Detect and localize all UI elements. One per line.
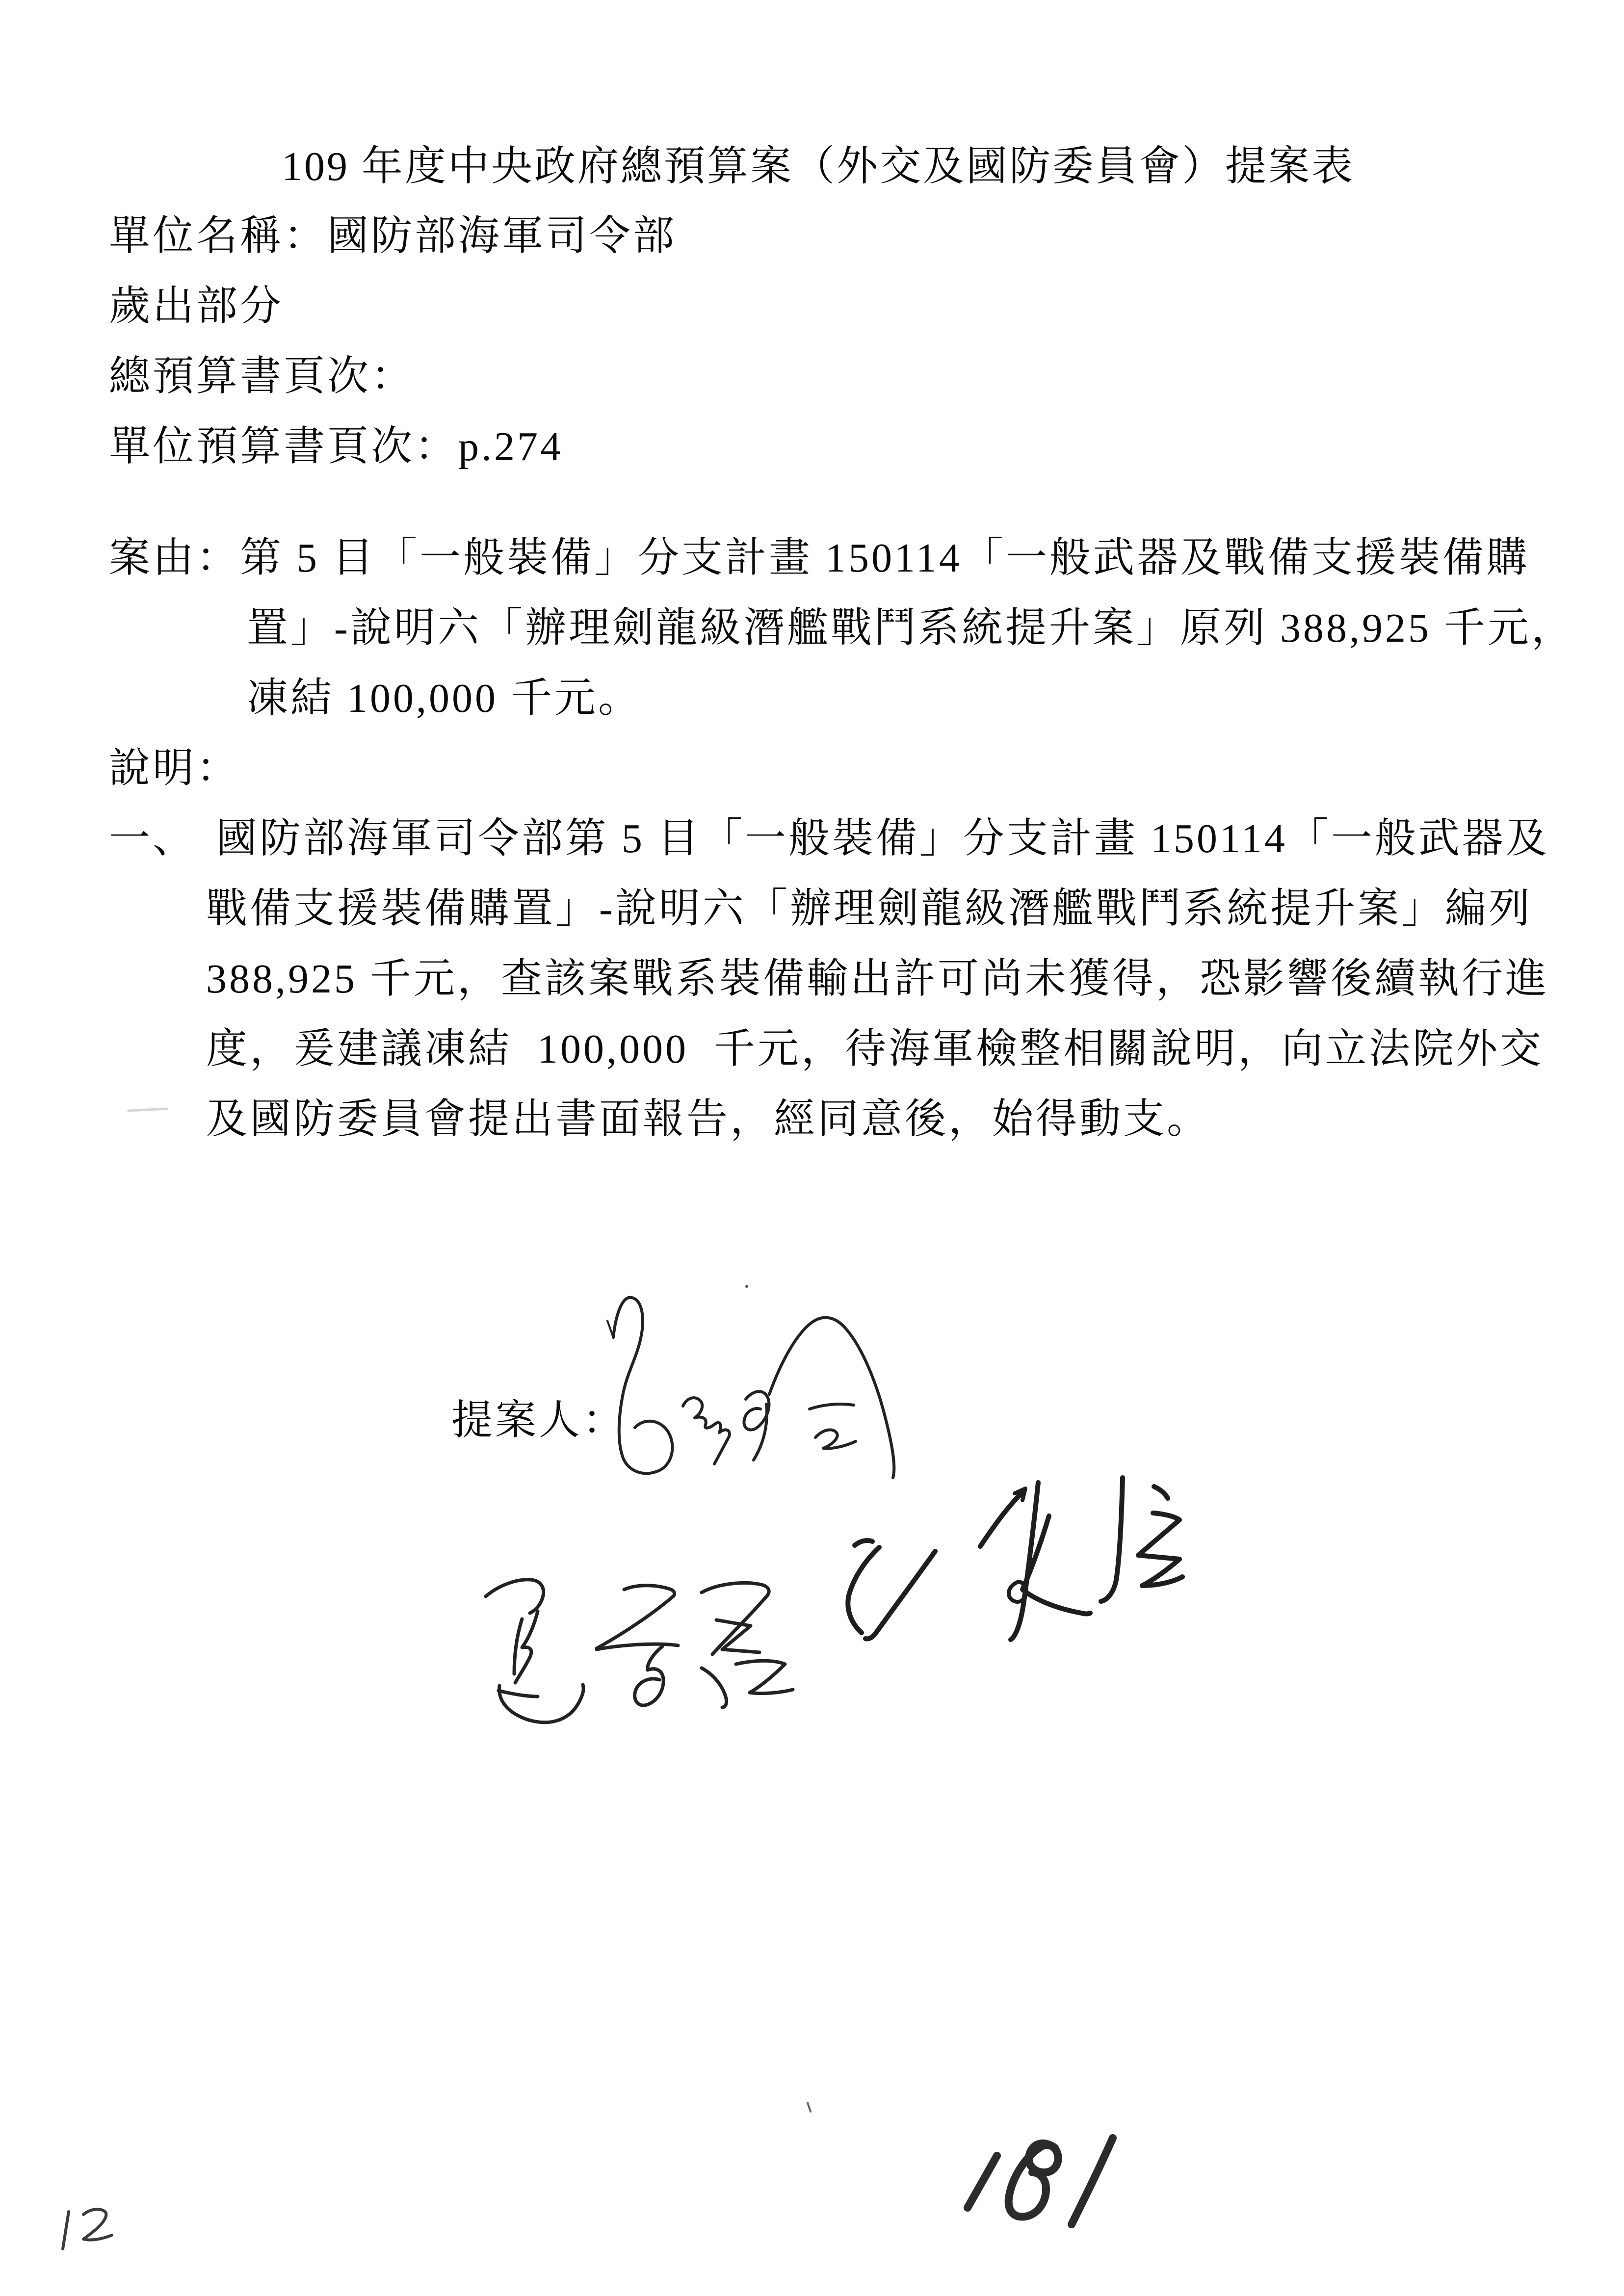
signature-stroke <box>810 1404 854 1409</box>
case-line-1: 案由：第 5 目「一般裝備」分支計畫 150114「一般武器及戰備支援裝備購 <box>109 535 1530 581</box>
digit-stroke <box>1072 2138 1113 2224</box>
signature-stroke <box>736 1661 793 1693</box>
signature-stroke <box>712 1595 767 1654</box>
signature-1 <box>607 1298 894 1478</box>
proposer-label: 提案人： <box>451 1398 627 1443</box>
unit-budget-page-line: 單位預算書頁次：p.274 <box>109 424 564 470</box>
document-title: 109 年度中央政府總預算案（外交及國防委員會）提案表 <box>282 144 1355 189</box>
signature-stroke <box>635 1646 664 1705</box>
scan-speck <box>808 2103 811 2112</box>
item-1-line-1: 國防部海軍司令部第 5 目「一般裝備」分支計畫 150114「一般武器及 <box>216 816 1549 861</box>
scan-speck <box>745 1285 748 1288</box>
signature-stroke <box>613 1298 672 1474</box>
signature-stroke <box>1154 1487 1168 1498</box>
signature-stroke <box>499 1685 584 1722</box>
item-1-line-4: 度，爰建議凍結 100,000 千元，待海軍檢整相關說明，向立法院外交 <box>206 1026 1544 1072</box>
explanation-label: 說明： <box>109 746 240 791</box>
signature-stroke <box>716 1620 760 1652</box>
signature-stroke <box>815 1430 856 1448</box>
signature-stroke <box>1101 1478 1123 1601</box>
signature-stroke <box>754 1404 767 1460</box>
unit-name-line: 單位名稱：國防部海軍司令部 <box>109 213 677 259</box>
signature-stroke <box>683 1398 730 1464</box>
signature-stroke <box>980 1491 1023 1546</box>
item-1-line-5: 及國防委員會提出書面報告，經同意後，始得動支。 <box>206 1096 1211 1142</box>
signature-stroke <box>607 1321 613 1337</box>
item-1-line-2: 戰備支援裝備購置」-說明六「辦理劍龍級潛艦戰鬥系統提升案」編列 <box>206 886 1532 932</box>
signature-stroke <box>597 1596 673 1648</box>
signature-stroke <box>702 1668 727 1707</box>
general-budget-page-line: 總預算書頁次： <box>109 354 415 399</box>
signature-stroke <box>597 1644 678 1649</box>
signature-stroke <box>515 1611 538 1683</box>
signature-stroke <box>514 1619 522 1674</box>
signature-stroke <box>1011 1483 1038 1640</box>
signature-stroke <box>1015 1488 1025 1500</box>
item-1-line-3: 388,925 千元，查該案戰系裝備輸出許可尚未獲得，恐影響後續執行進 <box>206 956 1549 1002</box>
signature-stroke <box>1009 1582 1026 1602</box>
signature-2 <box>486 1580 793 1722</box>
signature-stroke <box>498 1691 538 1696</box>
expenditure-section-line: 歲出部分 <box>109 284 284 329</box>
scan-speck <box>129 1109 167 1111</box>
signature-3 <box>848 1478 1182 1640</box>
signature-stroke <box>702 1583 769 1595</box>
signature-stroke <box>486 1580 544 1613</box>
signature-stroke <box>1138 1513 1182 1586</box>
case-line-2: 置」-說明六「辦理劍龍級潛艦戰鬥系統提升案」原列 388,925 千元， <box>247 605 1575 651</box>
scan-specks <box>129 1109 811 2112</box>
handwritten-page-number <box>968 2138 1113 2224</box>
case-line-3: 凍結 100,000 千元。 <box>247 676 642 721</box>
signature-stroke <box>865 1551 935 1639</box>
signature-stroke <box>744 1391 769 1430</box>
signature-stroke <box>1022 1516 1090 1614</box>
digit-stroke <box>968 2156 997 2208</box>
digit-stroke <box>1009 2143 1058 2217</box>
item-1-marker: 一、 <box>109 816 197 861</box>
signature-stroke <box>855 1540 872 1545</box>
signature-stroke <box>624 1586 675 1596</box>
digit-stroke <box>83 2209 112 2240</box>
handwritten-corner-number <box>63 2209 112 2249</box>
signature-stroke <box>769 1318 894 1478</box>
signature-stroke <box>848 1547 879 1633</box>
digit-stroke <box>63 2212 69 2249</box>
